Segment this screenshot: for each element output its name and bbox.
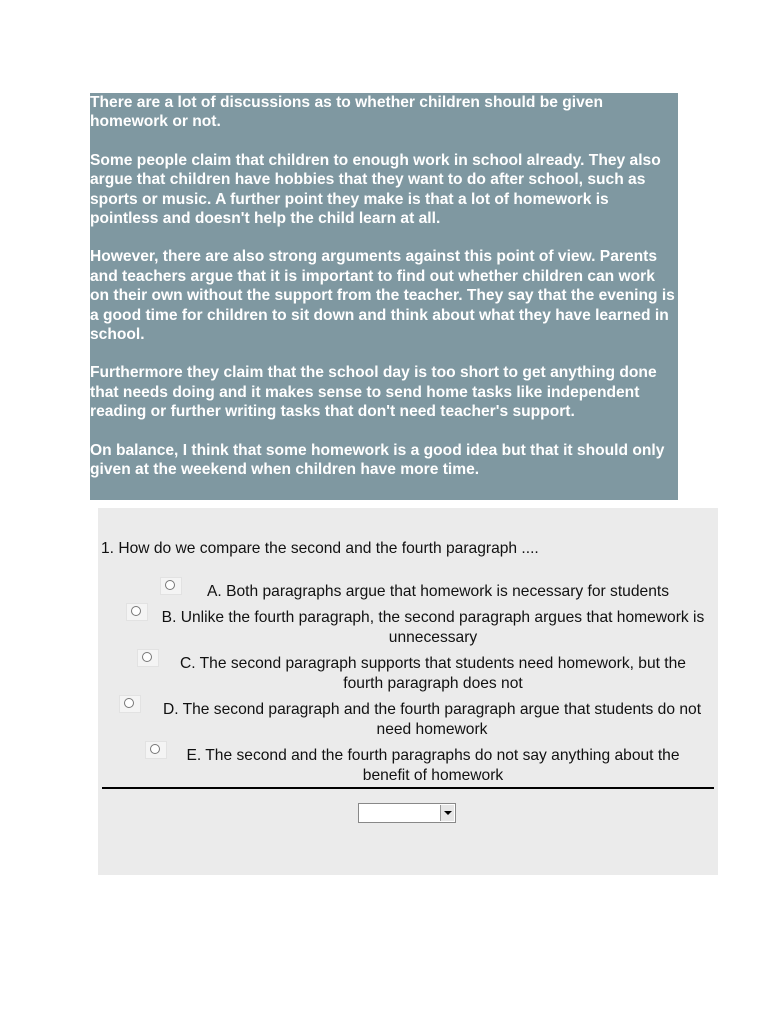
question-text: 1. How do we compare the second and the fourth paragraph ....	[101, 540, 539, 557]
option-d-label: D. The second paragraph and the fourth paragraph argue that students do not need homework	[162, 701, 702, 738]
option-e-label: E. The second and the fourth paragraphs do not say anything about the benefit of homework	[186, 747, 680, 784]
passage-paragraph-1: There are a lot of discussions as to whether children should be given homework or not.	[90, 94, 603, 131]
chevron-down-icon[interactable]	[440, 805, 454, 821]
passage-paragraph-3: However, there are also strong arguments against this point of view. Parents and teachers argue that it is important to find out whether children can work on their own without the support from the teacher. They say that the evening is a good time for children to sit down and think about what they have learned in school.	[90, 248, 675, 344]
divider	[102, 787, 714, 789]
option-c-label: C. The second paragraph supports that students need homework, but the fourth paragraph does not	[180, 655, 686, 692]
passage-paragraph-5: On balance, I think that some homework is a good idea but that it should only given at the weekend when children have more time.	[90, 441, 665, 479]
answer-select[interactable]	[358, 803, 456, 823]
passage-paragraph-2: Some people claim that children to enough work in school already. They also argue that children have hobbies that they want to do after school, such as sports or music. A further point they make is that a lot of homework is pointless and doesn't help the child learn at all.	[90, 151, 661, 228]
question-panel	[98, 508, 718, 875]
reading-passage	[90, 93, 678, 500]
passage-paragraph-4: Furthermore they claim that the school day is too short to get anything done that needs doing and it makes sense to send home tasks like independent reading or further writing tasks that don't need teacher's support.	[90, 364, 657, 421]
option-b-label: B. Unlike the fourth paragraph, the second paragraph argues that homework is unnecessary	[161, 609, 705, 646]
option-a-label: A. Both paragraphs argue that homework is necessary for students	[207, 583, 669, 600]
